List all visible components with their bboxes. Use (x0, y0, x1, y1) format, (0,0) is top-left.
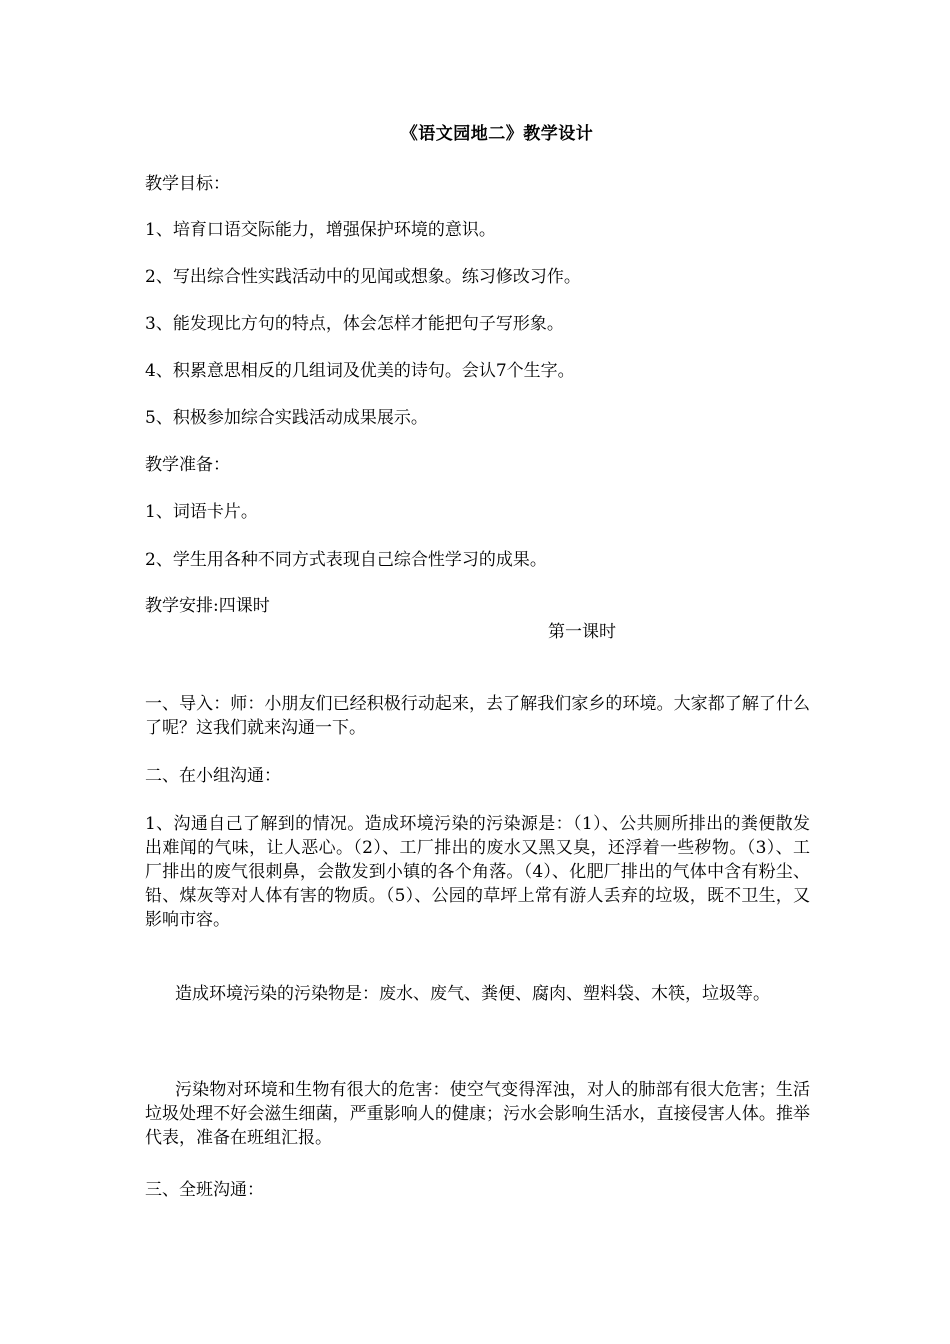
section2-heading: 二、在小组沟通： (145, 766, 281, 786)
goal-item: 1、培育口语交际能力，增强保护环境的意识。 (145, 220, 496, 240)
goals-heading: 教学目标： (145, 174, 230, 194)
goal-item: 4、积累意思相反的几组词及优美的诗句。会认7个生字。 (145, 361, 575, 381)
goal-item: 5、积极参加综合实践活动成果展示。 (145, 408, 428, 428)
pollutants-paragraph: 造成环境污染的污染物是：废水、废气、粪便、腐肉、塑料袋、木筷，垃圾等。 (175, 984, 770, 1004)
prep-item: 2、学生用各种不同方式表现自己综合性学习的成果。 (145, 550, 547, 570)
prep-item: 1、词语卡片。 (145, 502, 258, 522)
goal-item: 2、写出综合性实践活动中的见闻或想象。练习修改习作。 (145, 267, 581, 287)
section2-item: 1、沟通自己了解到的情况。造成环境污染的污染源是：（1）、公共厕所排出的粪便散发出难闻的气味，让人恶心。（2）、工厂排出的废水又黑又臭，还浮着一些秽物。（3）、工厂排出的废气很刺鼻，会散发到小镇的各个角落。（4）、化肥厂排出的气体中含有粉尘、铅、煤灰等对人体有害的物质。（5）、公园的草坪上常有游人丢弃的垃圾，既不卫生，又影响市容。 (145, 814, 810, 930)
goal-item: 3、能发现比方句的特点，体会怎样才能把句子写形象。 (145, 314, 564, 334)
schedule-text: 教学安排:四课时 (145, 596, 270, 616)
section-intro: 一、导入：师：小朋友们已经积极行动起来，去了解我们家乡的环境。大家都了解了什么了呢？这我们就来沟通一下。 (145, 694, 810, 738)
harm-paragraph: 污染物对环境和生物有很大的危害：使空气变得浑浊，对人的肺部有很大危害；生活垃圾处理不好会滋生细菌，严重影响人的健康；污水会影响生活水，直接侵害人体。推举代表，准备在班组汇报。 (145, 1080, 810, 1148)
document-title: 《语文园地二》教学设计 (400, 124, 594, 144)
section3-heading: 三、全班沟通： (145, 1180, 264, 1200)
prep-heading: 教学准备： (145, 455, 230, 475)
lesson-title: 第一课时 (548, 622, 616, 642)
